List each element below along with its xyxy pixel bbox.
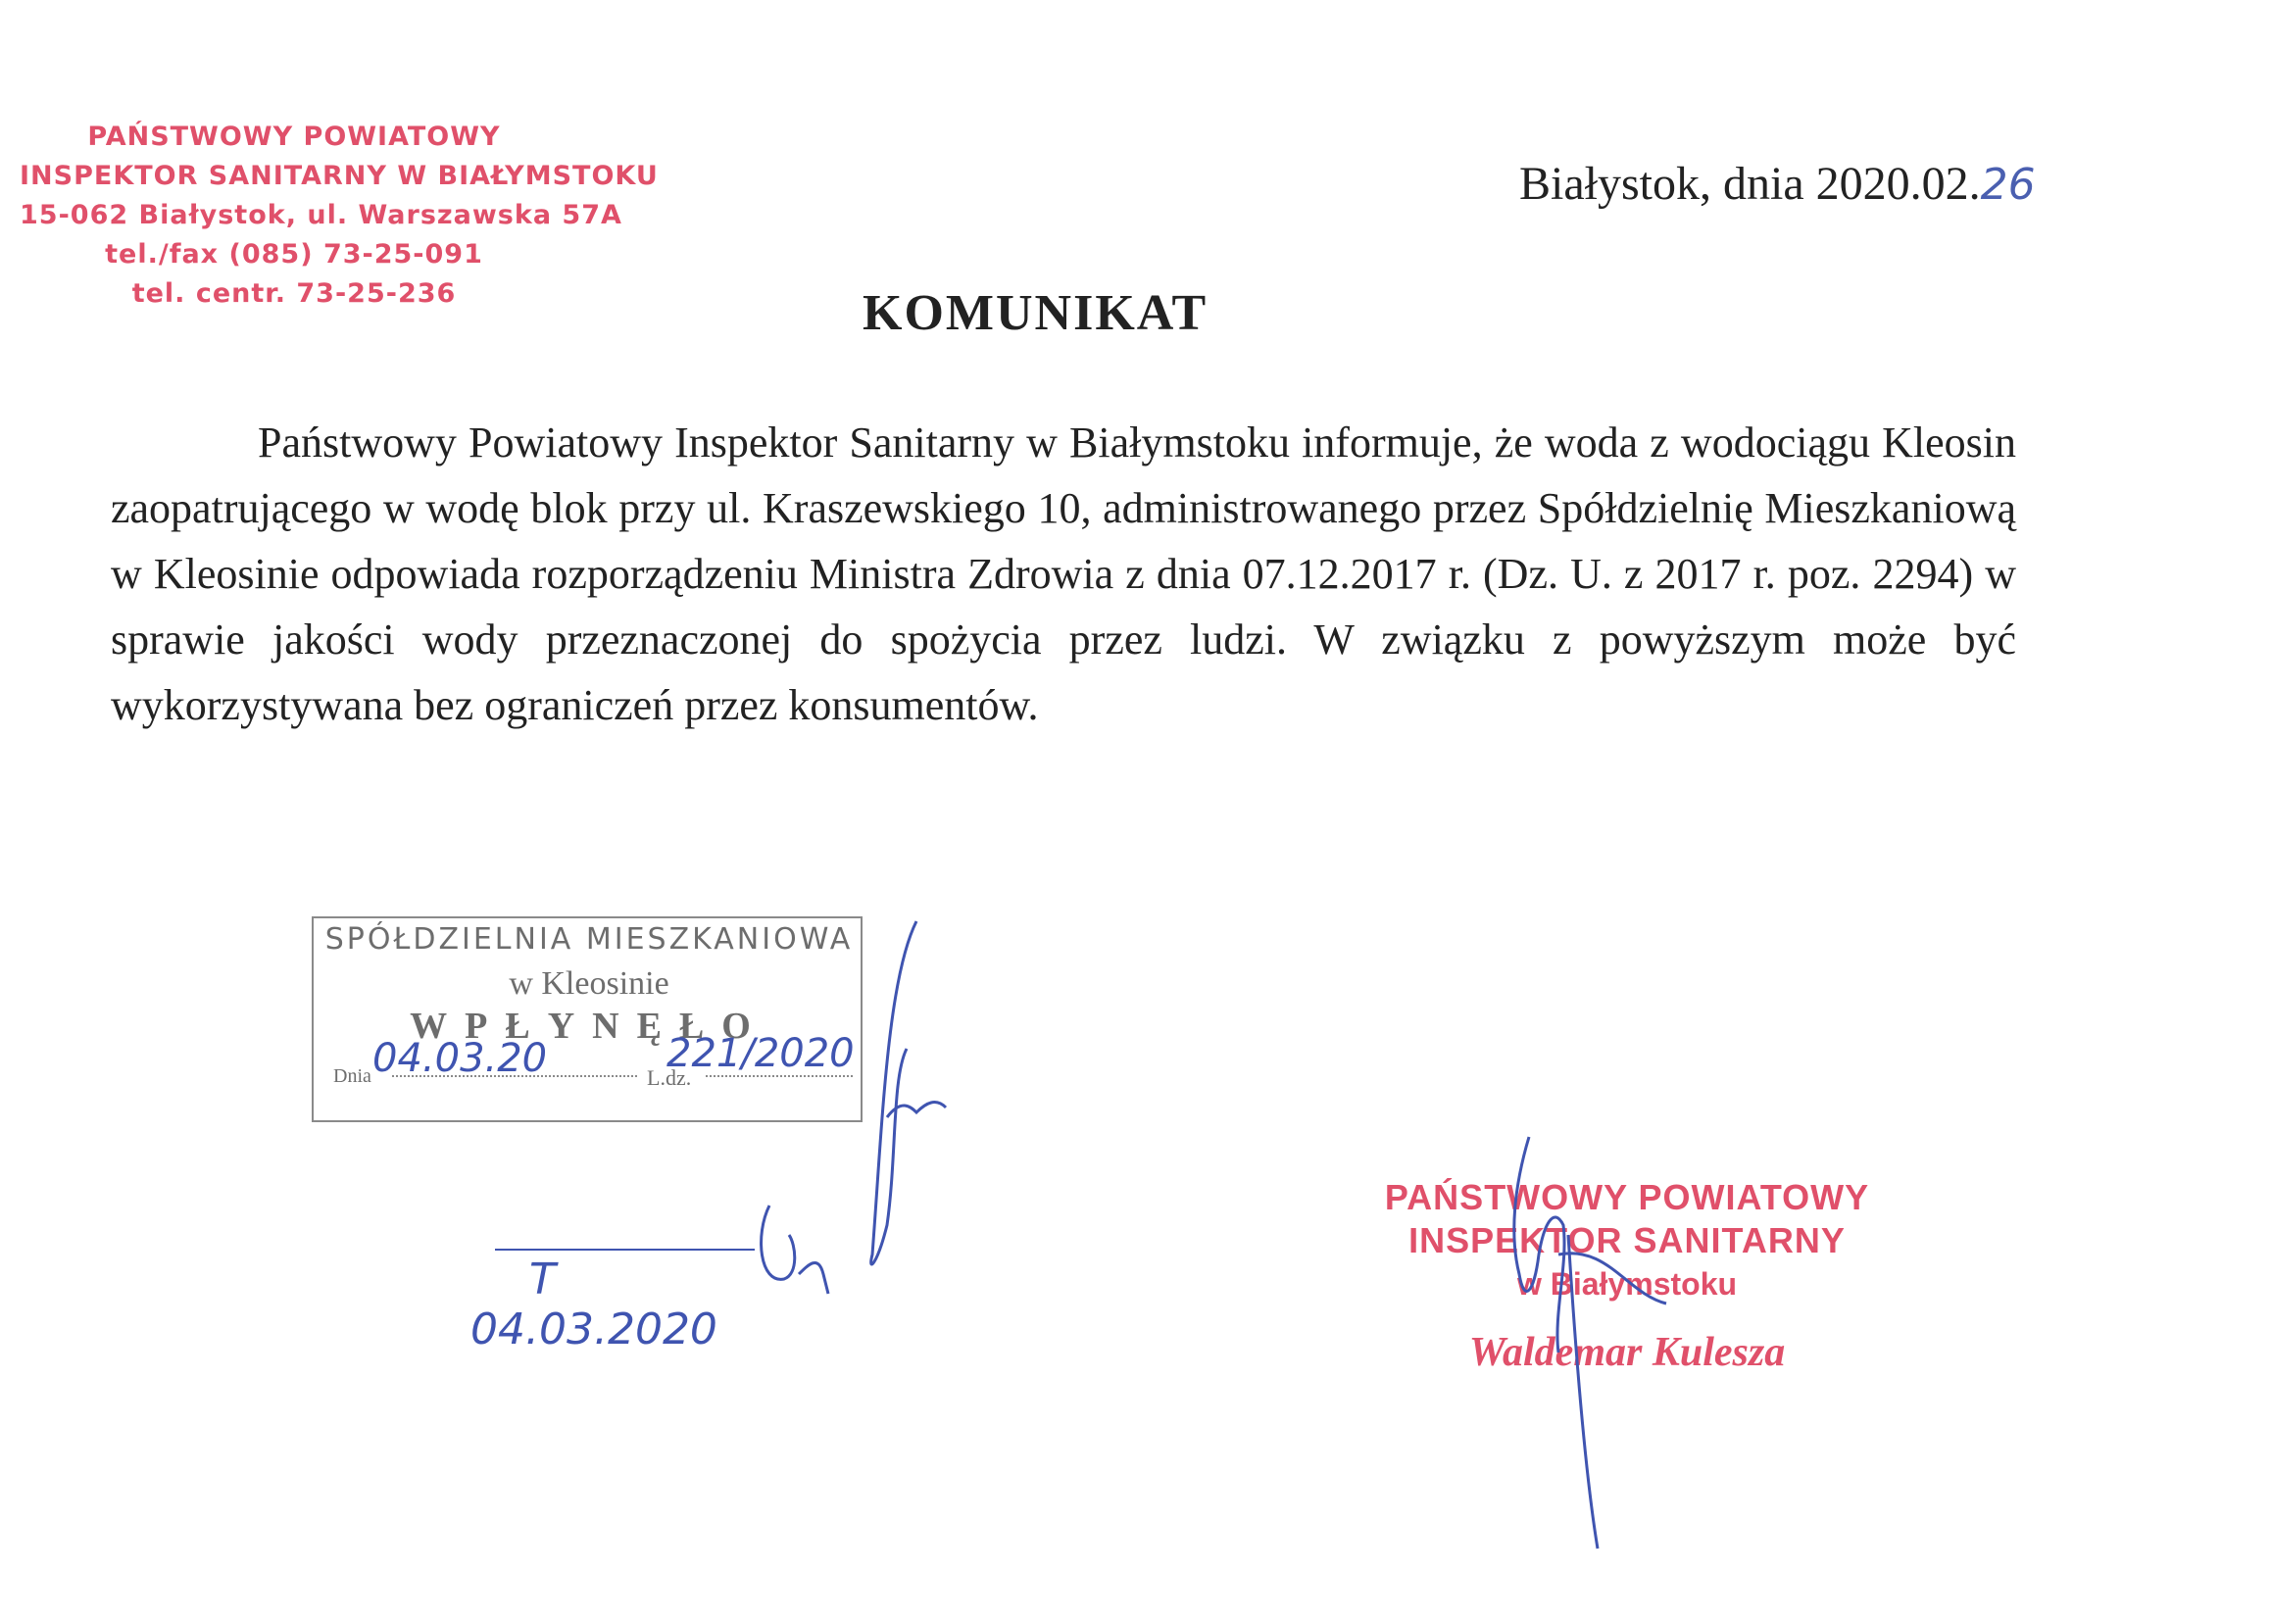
document-title: KOMUNIKAT — [863, 285, 1209, 341]
official-stamp-name: Waldemar Kulesza — [1468, 1330, 1786, 1375]
official-stamp-line2: INSPEKTOR SANITARNY — [1408, 1220, 1846, 1260]
issuer-stamp-line: INSPEKTOR SANITARNY W BIAŁYMSTOKU — [20, 161, 659, 191]
document-body: Państwowy Powiatowy Inspektor Sanitarny w Białymstoku informuje, że woda z wodociągu Kleosin zaopatrującego w wodę blok przy ul. Kraszewskiego 10, administrowanego przez Spółdzielnię Mieszkaniową w Kleosinie odpowiada rozporządzeniu Ministra Zdrowia z dnia 07.12.2017 r. (Dz. U. z 2017 r. poz. 2294) w sprawie jakości wody przeznaczonej do spożycia przez ludzi. W związku z powyższym może być wykorzystywana bez ograniczeń przez konsumentów. — [111, 418, 2016, 729]
received-stamp-line2: w Kleosinie — [509, 965, 669, 1002]
bracket-signature — [871, 921, 946, 1264]
issuer-stamp-line: PAŃSTWOWY POWIATOWY — [87, 122, 501, 152]
date-printed: Białystok, dnia 2020.02. — [1519, 158, 1981, 210]
received-date-label: Dnia — [333, 1065, 371, 1087]
date-handwritten-day: 26 — [1980, 160, 2036, 210]
issuer-stamp-line: tel. centr. 73-25-236 — [131, 278, 457, 309]
received-stamp-line1: SPÓŁDZIELNIA MIESZKANIOWA — [324, 922, 854, 957]
issuer-stamp-line: 15-062 Białystok, ul. Warszawska 57A — [20, 200, 622, 230]
received-stamp-line3: WPŁYNĘŁO — [410, 1006, 768, 1047]
handwritten-mark: T — [529, 1255, 556, 1304]
note-initials — [762, 1206, 828, 1294]
received-ref-label: L.dz. — [647, 1065, 692, 1090]
issuer-stamp-line: tel./fax (085) 73-25-091 — [105, 239, 483, 270]
received-handwritten-date: 04.03.20 — [372, 1036, 548, 1081]
official-signature — [1514, 1137, 1666, 1549]
received-handwritten-ref: 221/2020 — [666, 1031, 855, 1076]
official-stamp-line3: w Białymstoku — [1516, 1266, 1738, 1302]
handwritten-date: 04.03.2020 — [470, 1304, 717, 1354]
official-stamp-line1: PAŃSTWOWY POWIATOWY — [1384, 1177, 1870, 1217]
